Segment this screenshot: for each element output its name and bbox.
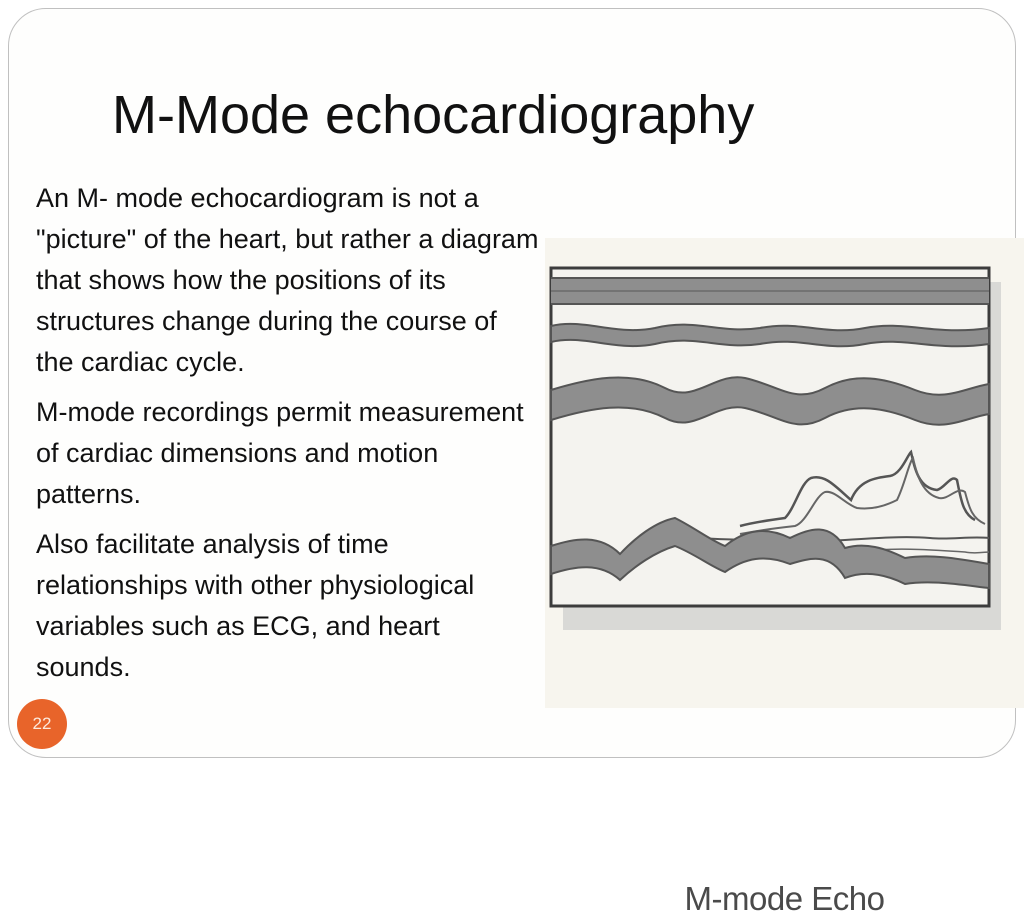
body-paragraph-3: Also facilitate analysis of time relationships with other physiological variables such as ECG, and heart sounds. (36, 529, 475, 682)
slide-body (36, 178, 541, 697)
body-paragraph-1: An M- mode echocardiogram is not a "picture" of the heart, but rather a diagram that shows how the positions of its structures change during the course of the cardiac cycle. (36, 183, 539, 377)
m-mode-echo-diagram (545, 238, 1024, 708)
m-mode-echo-figure (545, 238, 1024, 917)
slide-title: M-Mode echocardiography (112, 85, 755, 145)
figure-caption: M-mode Echo (684, 880, 885, 917)
body-paragraph-2: M-mode recordings permit measurement of cardiac dimensions and motion patterns. (36, 397, 524, 509)
slide-number-badge: 22 (17, 699, 67, 749)
